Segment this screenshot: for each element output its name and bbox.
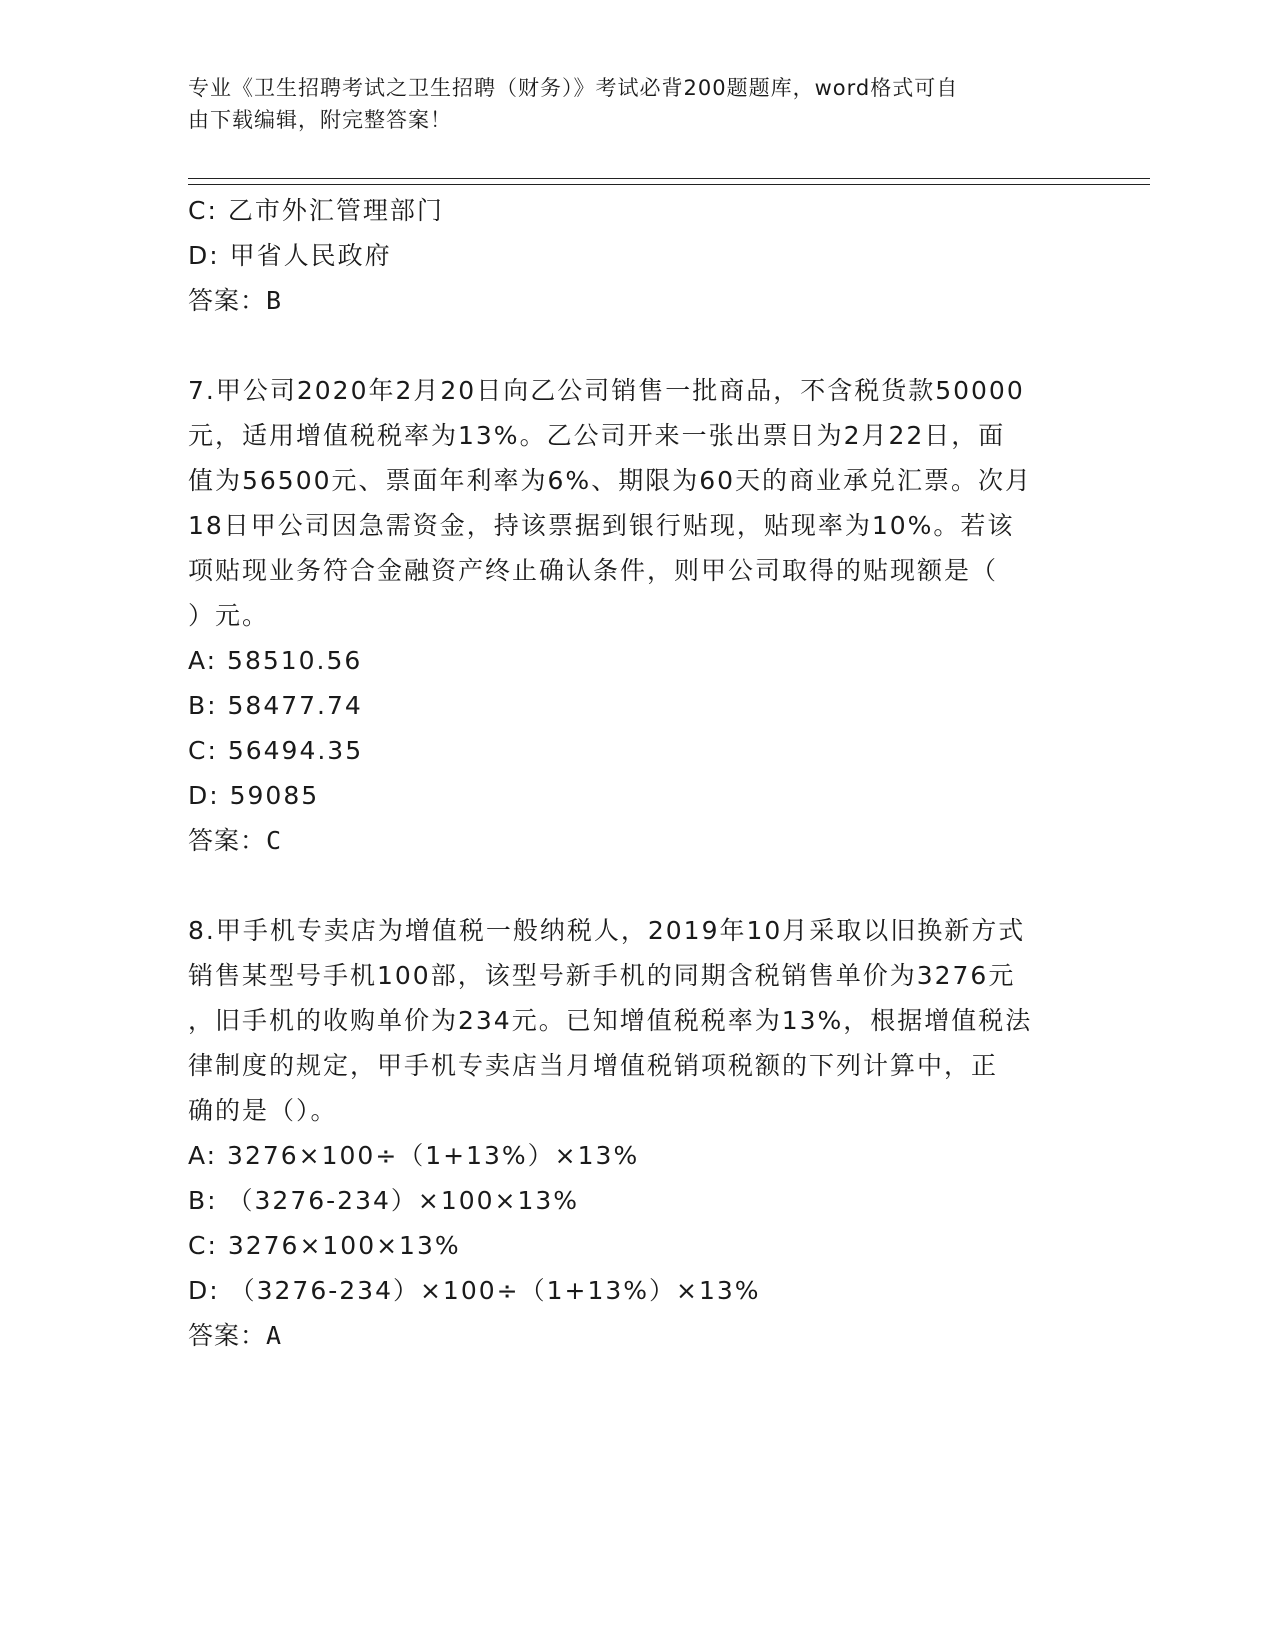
header-line-2: 由下载编辑，附完整答案！ — [188, 108, 452, 132]
question-stem-line: 8.甲手机专卖店为增值税一般纳税人，2019年10月采取以旧换新方式 — [188, 916, 1026, 945]
question-stem-line: ，旧手机的收购单价为234元。已知增值税税率为13%，根据增值税法 — [188, 1006, 1033, 1035]
header-divider — [188, 178, 1150, 185]
question-7 — [188, 368, 1088, 863]
option-d: D: （3276-234）×100÷（1+13%）×13% — [188, 1276, 761, 1305]
answer-line: 答案：A — [188, 1321, 283, 1350]
document-header — [188, 72, 1088, 136]
option-c: C: 56494.35 — [188, 736, 364, 765]
question-stem-line: 律制度的规定，甲手机专卖店当月增值税销项税额的下列计算中，正 — [188, 1051, 999, 1080]
option-b: B: 58477.74 — [188, 691, 363, 720]
question-stem-line: 项贴现业务符合金融资产终止确认条件，则甲公司取得的贴现额是（ — [188, 556, 999, 585]
question-stem-line: ）元。 — [188, 601, 270, 630]
option-b: B: （3276-234）×100×13% — [188, 1186, 580, 1215]
spacer — [188, 323, 1088, 368]
option-d: D: 甲省人民政府 — [188, 241, 392, 270]
option-a: A: 58510.56 — [188, 646, 363, 675]
option-c: C: 3276×100×13% — [188, 1231, 461, 1260]
header-line-1: 专业《卫生招聘考试之卫生招聘（财务）》考试必背200题题库，word格式可自 — [188, 76, 959, 100]
question-stem-line: 元，适用增值税税率为13%。乙公司开来一张出票日为2月22日，面 — [188, 421, 1006, 450]
document-body — [188, 188, 1088, 1358]
option-c: C: 乙市外汇管理部门 — [188, 196, 444, 225]
question-stem-line: 确的是（）。 — [188, 1096, 338, 1125]
question-8 — [188, 908, 1088, 1358]
question-stem-line: 销售某型号手机100部，该型号新手机的同期含税销售单价为3276元 — [188, 961, 1016, 990]
question-stem-line: 7.甲公司2020年2月20日向乙公司销售一批商品，不含税货款50000 — [188, 376, 1025, 405]
answer-line: 答案：B — [188, 286, 283, 315]
question-stem-line: 值为56500元、票面年利率为6%、期限为60天的商业承兑汇票。次月 — [188, 466, 1033, 495]
previous-question — [188, 188, 1088, 323]
question-stem-line: 18日甲公司因急需资金，持该票据到银行贴现，贴现率为10%。若该 — [188, 511, 1015, 540]
option-a: A: 3276×100÷（1+13%）×13% — [188, 1141, 640, 1170]
answer-line: 答案：C — [188, 826, 283, 855]
option-d: D: 59085 — [188, 781, 320, 810]
spacer — [188, 863, 1088, 908]
